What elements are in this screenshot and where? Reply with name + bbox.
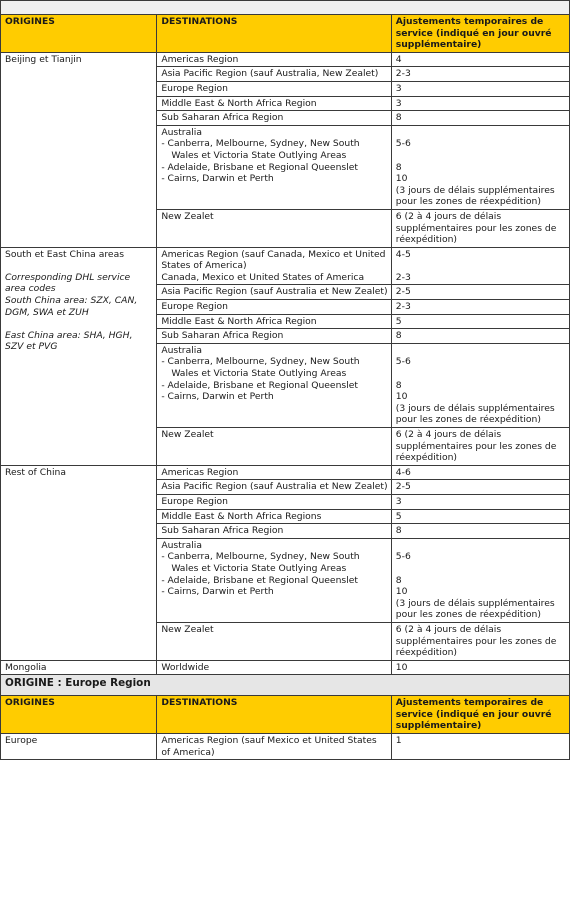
dest-cell: Americas Region [157,465,391,480]
dest-cell: Americas Region [157,52,391,67]
dest-cell: Worldwide [157,660,391,675]
dest-cell: New Zealet [157,209,391,247]
dest-cell: Asia Pacific Region (sauf Australia et New Zealet) [157,285,391,300]
dest-cell-australia: Australia - Canberra, Melbourne, Sydney, New South Wales et Victoria State Outlying Areas - Adelaide, Brisbane et Regional Queenslet - Cairns, Darwin et Perth [157,538,391,622]
origin-beijing: Beijing et Tianjin [1,52,157,247]
value-cell: 6 (2 à 4 jours de délais supplémentaires pour les zones de réexpédition) [391,209,569,247]
dest-cell: Americas Region (sauf Canada, Mexico et United States of America) Canada, Mexico et United States of America [157,247,391,285]
header-destinations: DESTINATIONS [157,696,391,734]
value-cell: 1 [391,734,569,760]
dest-cell: New Zealet [157,622,391,660]
dest-cell-australia: Australia - Canberra, Melbourne, Sydney, New South Wales et Victoria State Outlying Areas - Adelaide, Brisbane et Regional Queenslet - Cairns, Darwin et Perth [157,343,391,427]
value-cell: 3 [391,96,569,111]
value-cell: 2-3 [391,67,569,82]
header-origins: ORIGINES [1,696,157,734]
value-cell: 3 [391,81,569,96]
origin-europe: Europe [1,734,157,760]
value-cell: 4 [391,52,569,67]
dest-cell: Europe Region [157,81,391,96]
header-row [1,696,570,734]
table-row [1,52,570,67]
dest-cell: Europe Region [157,300,391,315]
value-cell: 6 (2 à 4 jours de délais supplémentaires pour les zones de réexpédition) [391,428,569,466]
value-cell: 8 [391,329,569,344]
value-cell: 2-3 [391,300,569,315]
table-row [1,734,570,760]
value-cell: 4-5 2-3 [391,247,569,285]
value-cell: 8 [391,111,569,126]
header-row [1,15,570,53]
header-adjustments: Ajustements temporaires de service (indiqué en jour ouvré supplémentaire) [391,696,569,734]
table-row [1,465,570,480]
dest-cell: Sub Saharan Africa Region [157,329,391,344]
section-title-europe: ORIGINE : Europe Region [1,675,570,696]
value-cell-australia: 5-6 8 10 (3 jours de délais supplémentaires pour les zones de réexpédition) [391,343,569,427]
header-adjustments: Ajustements temporaires de service (indiqué en jour ouvré supplémentaire) [391,15,569,53]
dest-cell: Middle East & North Africa Regions [157,509,391,524]
value-cell: 8 [391,524,569,539]
section-row [1,675,570,696]
value-cell: 4-6 [391,465,569,480]
dest-cell-australia: Australia - Canberra, Melbourne, Sydney, New South Wales et Victoria State Outlying Areas - Adelaide, Brisbane et Regional Queenslet - Cairns, Darwin et Perth [157,125,391,209]
value-cell: 5 [391,509,569,524]
table-row [1,247,570,285]
value-cell-australia: 5-6 8 10 (3 jours de délais supplémentaires pour les zones de réexpédition) [391,538,569,622]
value-cell: 2-5 [391,480,569,495]
origin-rest-of-china: Rest of China [1,465,157,660]
origin-mongolia: Mongolia [1,660,157,675]
value-cell: 2-5 [391,285,569,300]
dest-cell: Europe Region [157,494,391,509]
dest-cell: Sub Saharan Africa Region [157,524,391,539]
header-origins: ORIGINES [1,15,157,53]
value-cell: 6 (2 à 4 jours de délais supplémentaires pour les zones de réexpédition) [391,622,569,660]
value-cell: 5 [391,314,569,329]
origin-south-east-china: South et East China areas Corresponding DHL service area codes South China area: SZX, CAN, DGM, SWA et ZUH East China area: SHA, HGH, SZV et PVG [1,247,157,465]
dest-cell: New Zealet [157,428,391,466]
value-cell: 10 [391,660,569,675]
dest-cell: Middle East & North Africa Region [157,96,391,111]
value-cell: 3 [391,494,569,509]
dest-cell: Americas Region (sauf Mexico et United States of America) [157,734,391,760]
table-row [1,660,570,675]
dest-cell: Sub Saharan Africa Region [157,111,391,126]
dest-cell: Asia Pacific Region (sauf Australia, New Zealet) [157,67,391,82]
value-cell-australia: 5-6 8 10 (3 jours de délais supplémentaires pour les zones de réexpédition) [391,125,569,209]
header-destinations: DESTINATIONS [157,15,391,53]
top-gray-bar [1,1,570,15]
dest-cell: Asia Pacific Region (sauf Australia et New Zealet) [157,480,391,495]
dest-cell: Middle East & North Africa Region [157,314,391,329]
